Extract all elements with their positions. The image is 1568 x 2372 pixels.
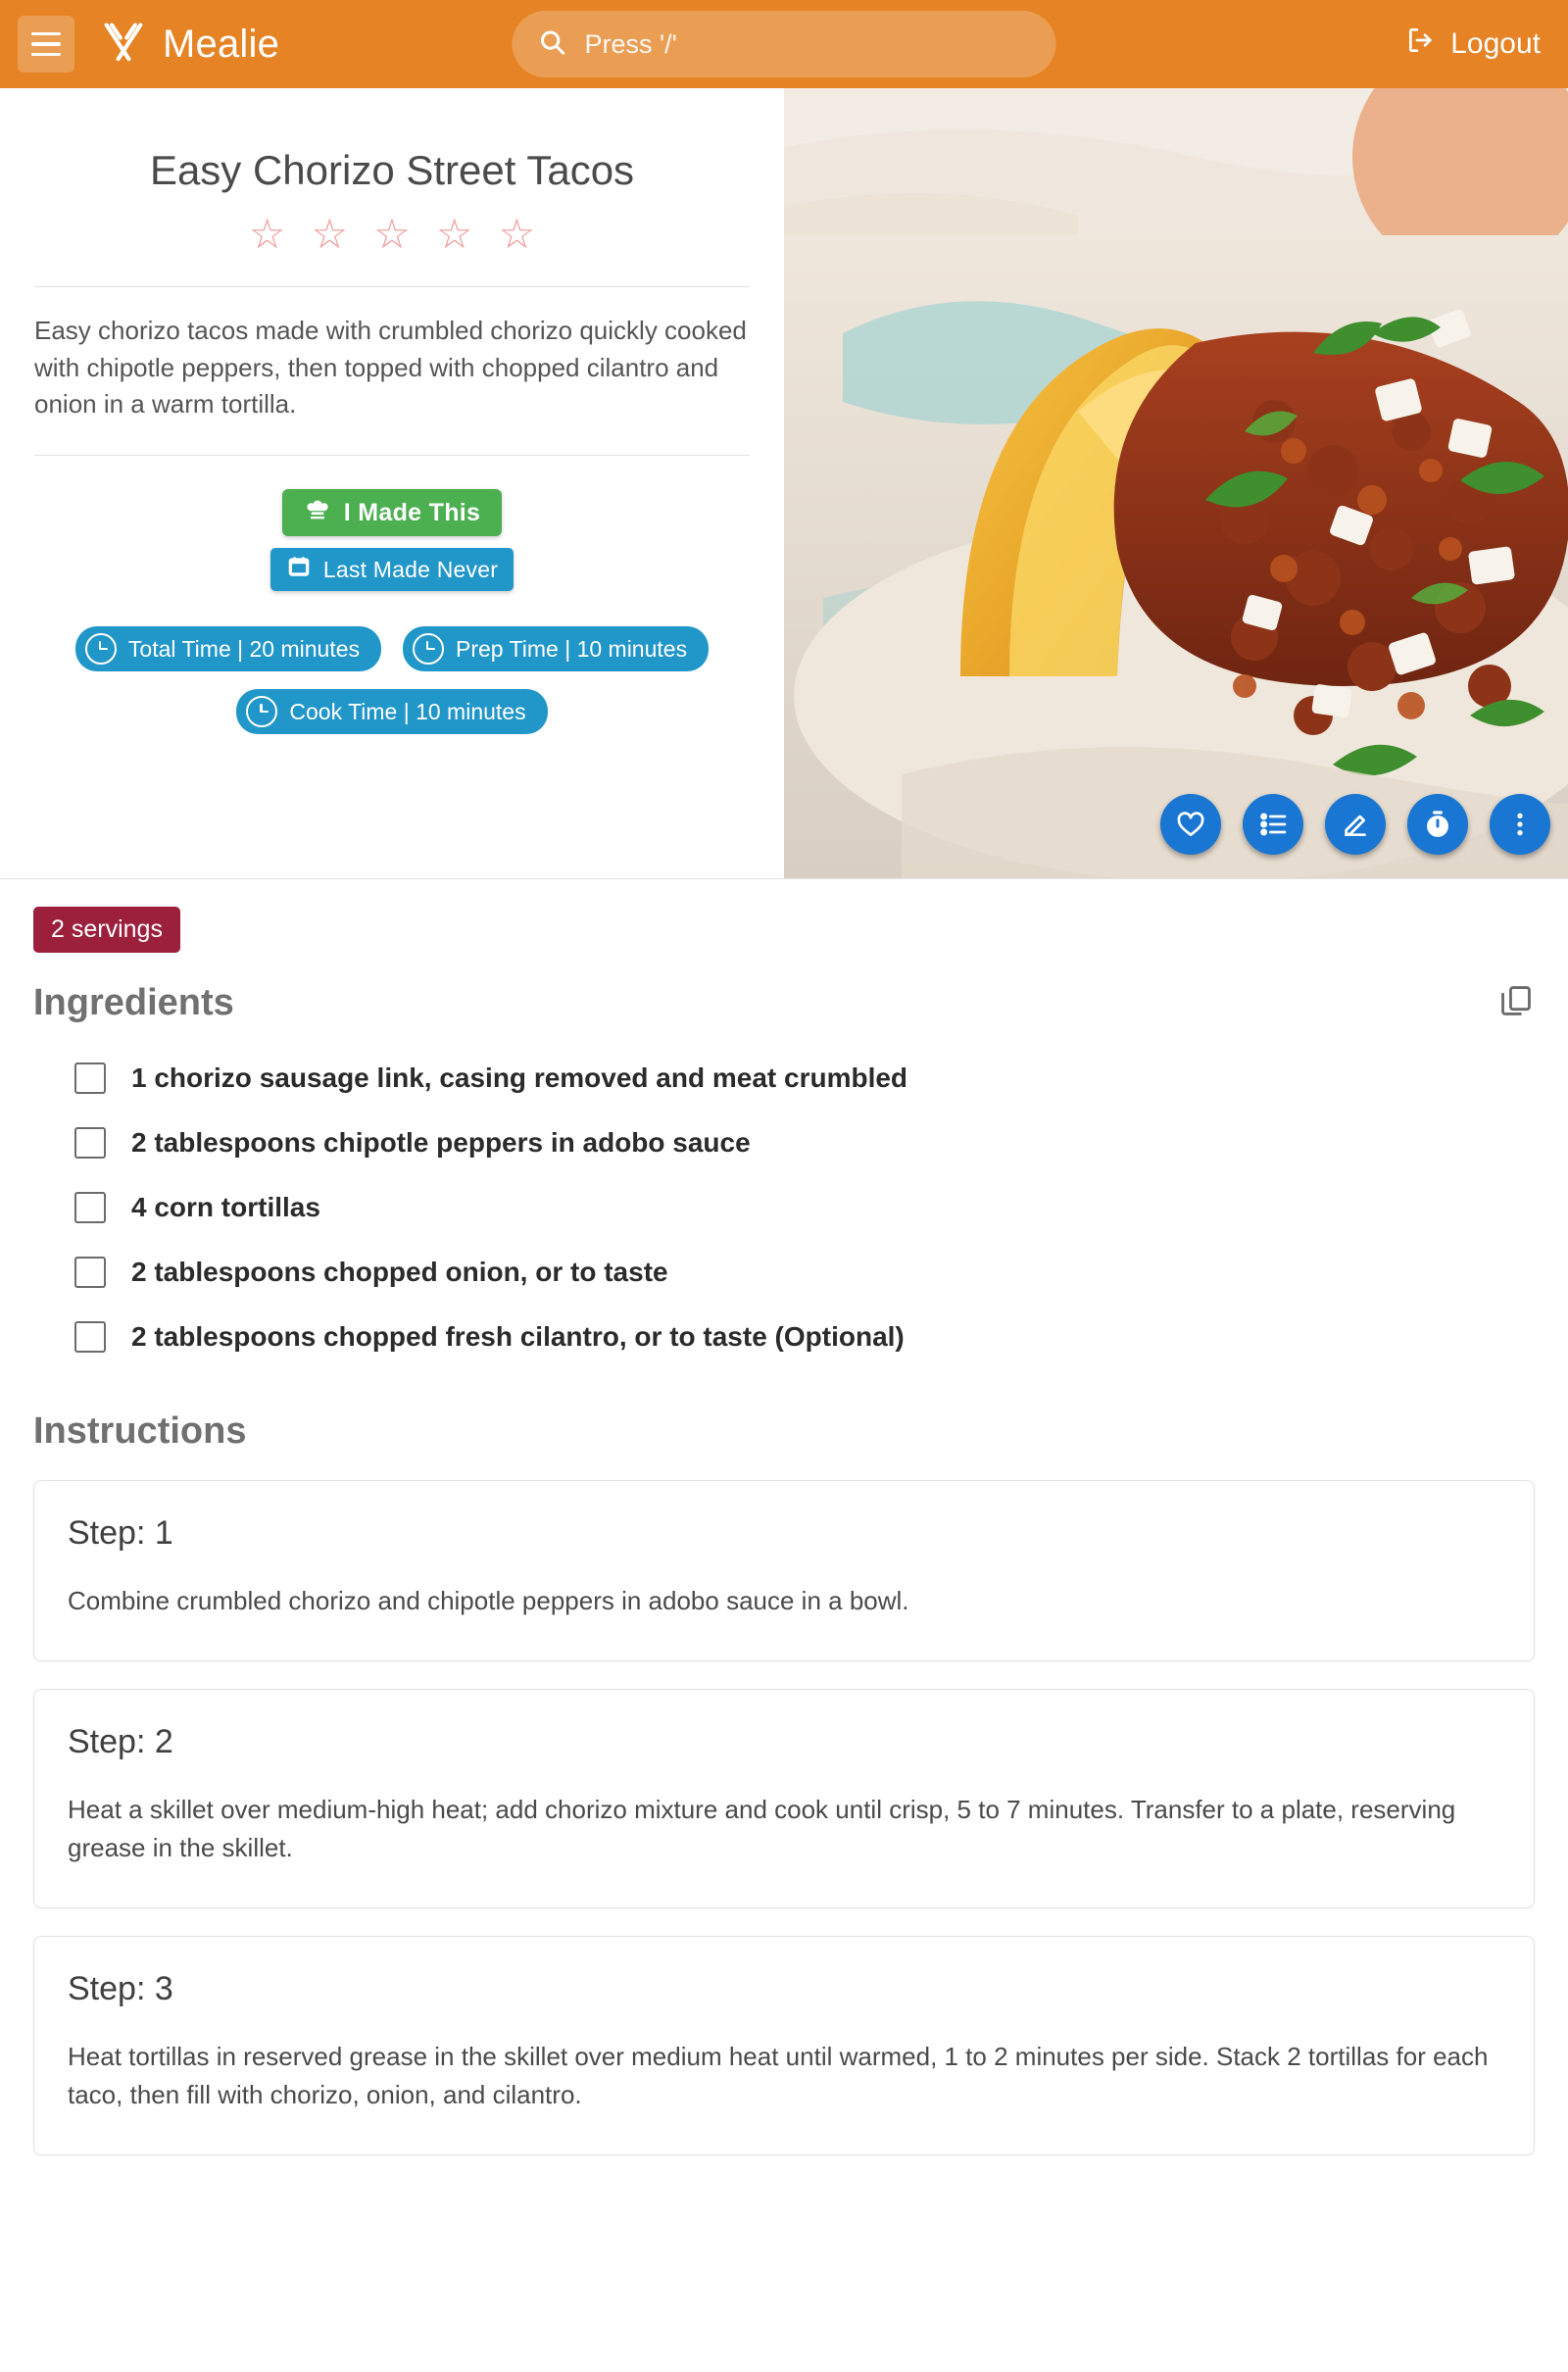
chip-prep-time-label: Prep Time | 10 minutes <box>456 635 688 662</box>
divider-bottom <box>34 455 750 456</box>
time-chip-row <box>20 626 764 671</box>
ingredient-checkbox[interactable] <box>74 1192 106 1223</box>
clock-icon <box>413 633 444 665</box>
search-box[interactable] <box>513 11 1056 77</box>
rating-star-2[interactable]: ☆ <box>311 211 349 257</box>
app-title: Mealie <box>163 22 280 66</box>
image-action-buttons <box>1160 794 1550 855</box>
step-text: Combine crumbled chorizo and chipotle peppers in adobo sauce in a bowl. <box>68 1586 909 1615</box>
copy-icon[interactable] <box>1497 982 1535 1024</box>
ingredient-label: 2 tablespoons chopped onion, or to taste <box>131 1257 668 1287</box>
i-made-this-label: I Made This <box>343 498 481 526</box>
chip-total-time-label: Total Time | 20 minutes <box>127 635 360 662</box>
i-made-this-button[interactable] <box>282 489 502 536</box>
clock-icon <box>85 633 117 665</box>
ingredient-checkbox[interactable] <box>74 1257 106 1288</box>
instruction-steps <box>0 1453 1568 2214</box>
servings-section <box>0 879 1568 953</box>
search-input[interactable] <box>583 28 1031 61</box>
ingredient-checkbox[interactable] <box>74 1062 106 1094</box>
servings-badge: 2 servings <box>33 907 180 953</box>
taco-photo <box>784 88 1568 878</box>
step-card[interactable] <box>33 1936 1535 2155</box>
clock-icon <box>246 696 277 727</box>
ingredient-label: 2 tablespoons chipotle peppers in adobo sauce <box>131 1127 751 1158</box>
step-card[interactable] <box>33 1689 1535 1908</box>
list-item[interactable] <box>33 1111 1535 1175</box>
instructions-title: Instructions <box>33 1410 247 1452</box>
step-card[interactable] <box>33 1480 1535 1661</box>
ingredient-list <box>0 1024 1568 1369</box>
step-title: Step: 2 <box>68 1722 173 1760</box>
favorite-heart-icon[interactable] <box>1160 794 1221 855</box>
hamburger-menu-icon[interactable] <box>18 16 74 73</box>
chip-cook-time <box>236 689 547 734</box>
chef-hat-icon <box>304 496 331 530</box>
step-title: Step: 3 <box>68 1969 173 2007</box>
rating-star-3[interactable]: ☆ <box>373 211 411 257</box>
last-made-label: Last Made Never <box>322 556 499 582</box>
recipe-image <box>784 88 1568 878</box>
last-made-button[interactable] <box>270 548 514 591</box>
chip-cook-time-label: Cook Time | 10 minutes <box>289 698 526 724</box>
list-item[interactable] <box>33 1046 1535 1111</box>
fork-knife-icon <box>98 19 149 70</box>
search-icon <box>538 27 567 62</box>
ingredient-label: 4 corn tortillas <box>131 1192 320 1222</box>
more-options-icon[interactable] <box>1490 794 1550 855</box>
rating-star-4[interactable]: ☆ <box>435 211 473 257</box>
ingredient-checkbox[interactable] <box>74 1127 106 1159</box>
recipe-description: Easy chorizo tacos made with crumbled chorizo quickly cooked with chipotle peppers, then topped with chopped cilantro and onion in a warm tortilla. <box>34 316 747 420</box>
ingredient-checkbox[interactable] <box>74 1321 106 1353</box>
chip-total-time <box>75 626 381 671</box>
logout-label: Logout <box>1450 27 1541 60</box>
ingredient-label: 2 tablespoons chopped fresh cilantro, or to taste (Optional) <box>131 1321 905 1352</box>
app-bar <box>0 0 1568 88</box>
logout-icon <box>1405 25 1437 64</box>
timer-icon[interactable] <box>1407 794 1468 855</box>
chip-prep-time <box>403 626 709 671</box>
ingredients-header <box>0 953 1568 1024</box>
ingredients-title: Ingredients <box>33 982 234 1023</box>
calendar-icon <box>286 554 312 585</box>
step-title: Step: 1 <box>68 1514 173 1552</box>
rating-star-1[interactable]: ☆ <box>248 211 286 257</box>
list-item[interactable] <box>33 1305 1535 1369</box>
ingredient-label: 1 chorizo sausage link, casing removed and meat crumbled <box>131 1062 908 1093</box>
recipe-summary <box>0 88 784 878</box>
edit-pencil-icon[interactable] <box>1325 794 1386 855</box>
rating-stars[interactable] <box>248 211 536 257</box>
step-text: Heat a skillet over medium-high heat; add chorizo mixture and cook until crisp, 5 to 7 minutes. Transfer to a plate, reserving grease in the skillet. <box>68 1794 1456 1863</box>
page-title: Easy Chorizo Street Tacos <box>149 147 635 193</box>
rating-star-5[interactable]: ☆ <box>498 211 536 257</box>
time-chip-row-2 <box>20 689 764 734</box>
logout-button[interactable] <box>1405 25 1541 64</box>
list-item[interactable] <box>33 1240 1535 1305</box>
recipe-scale-icon[interactable] <box>1243 794 1303 855</box>
list-item[interactable] <box>33 1175 1535 1240</box>
step-text: Heat tortillas in reserved grease in the skillet over medium heat until warmed, 1 to 2 minutes per side. Stack 2 tortillas for each taco, then fill with chorizo, onion, and cilantro. <box>68 2041 1489 2110</box>
divider-top <box>34 286 750 287</box>
recipe-hero <box>0 88 1568 879</box>
